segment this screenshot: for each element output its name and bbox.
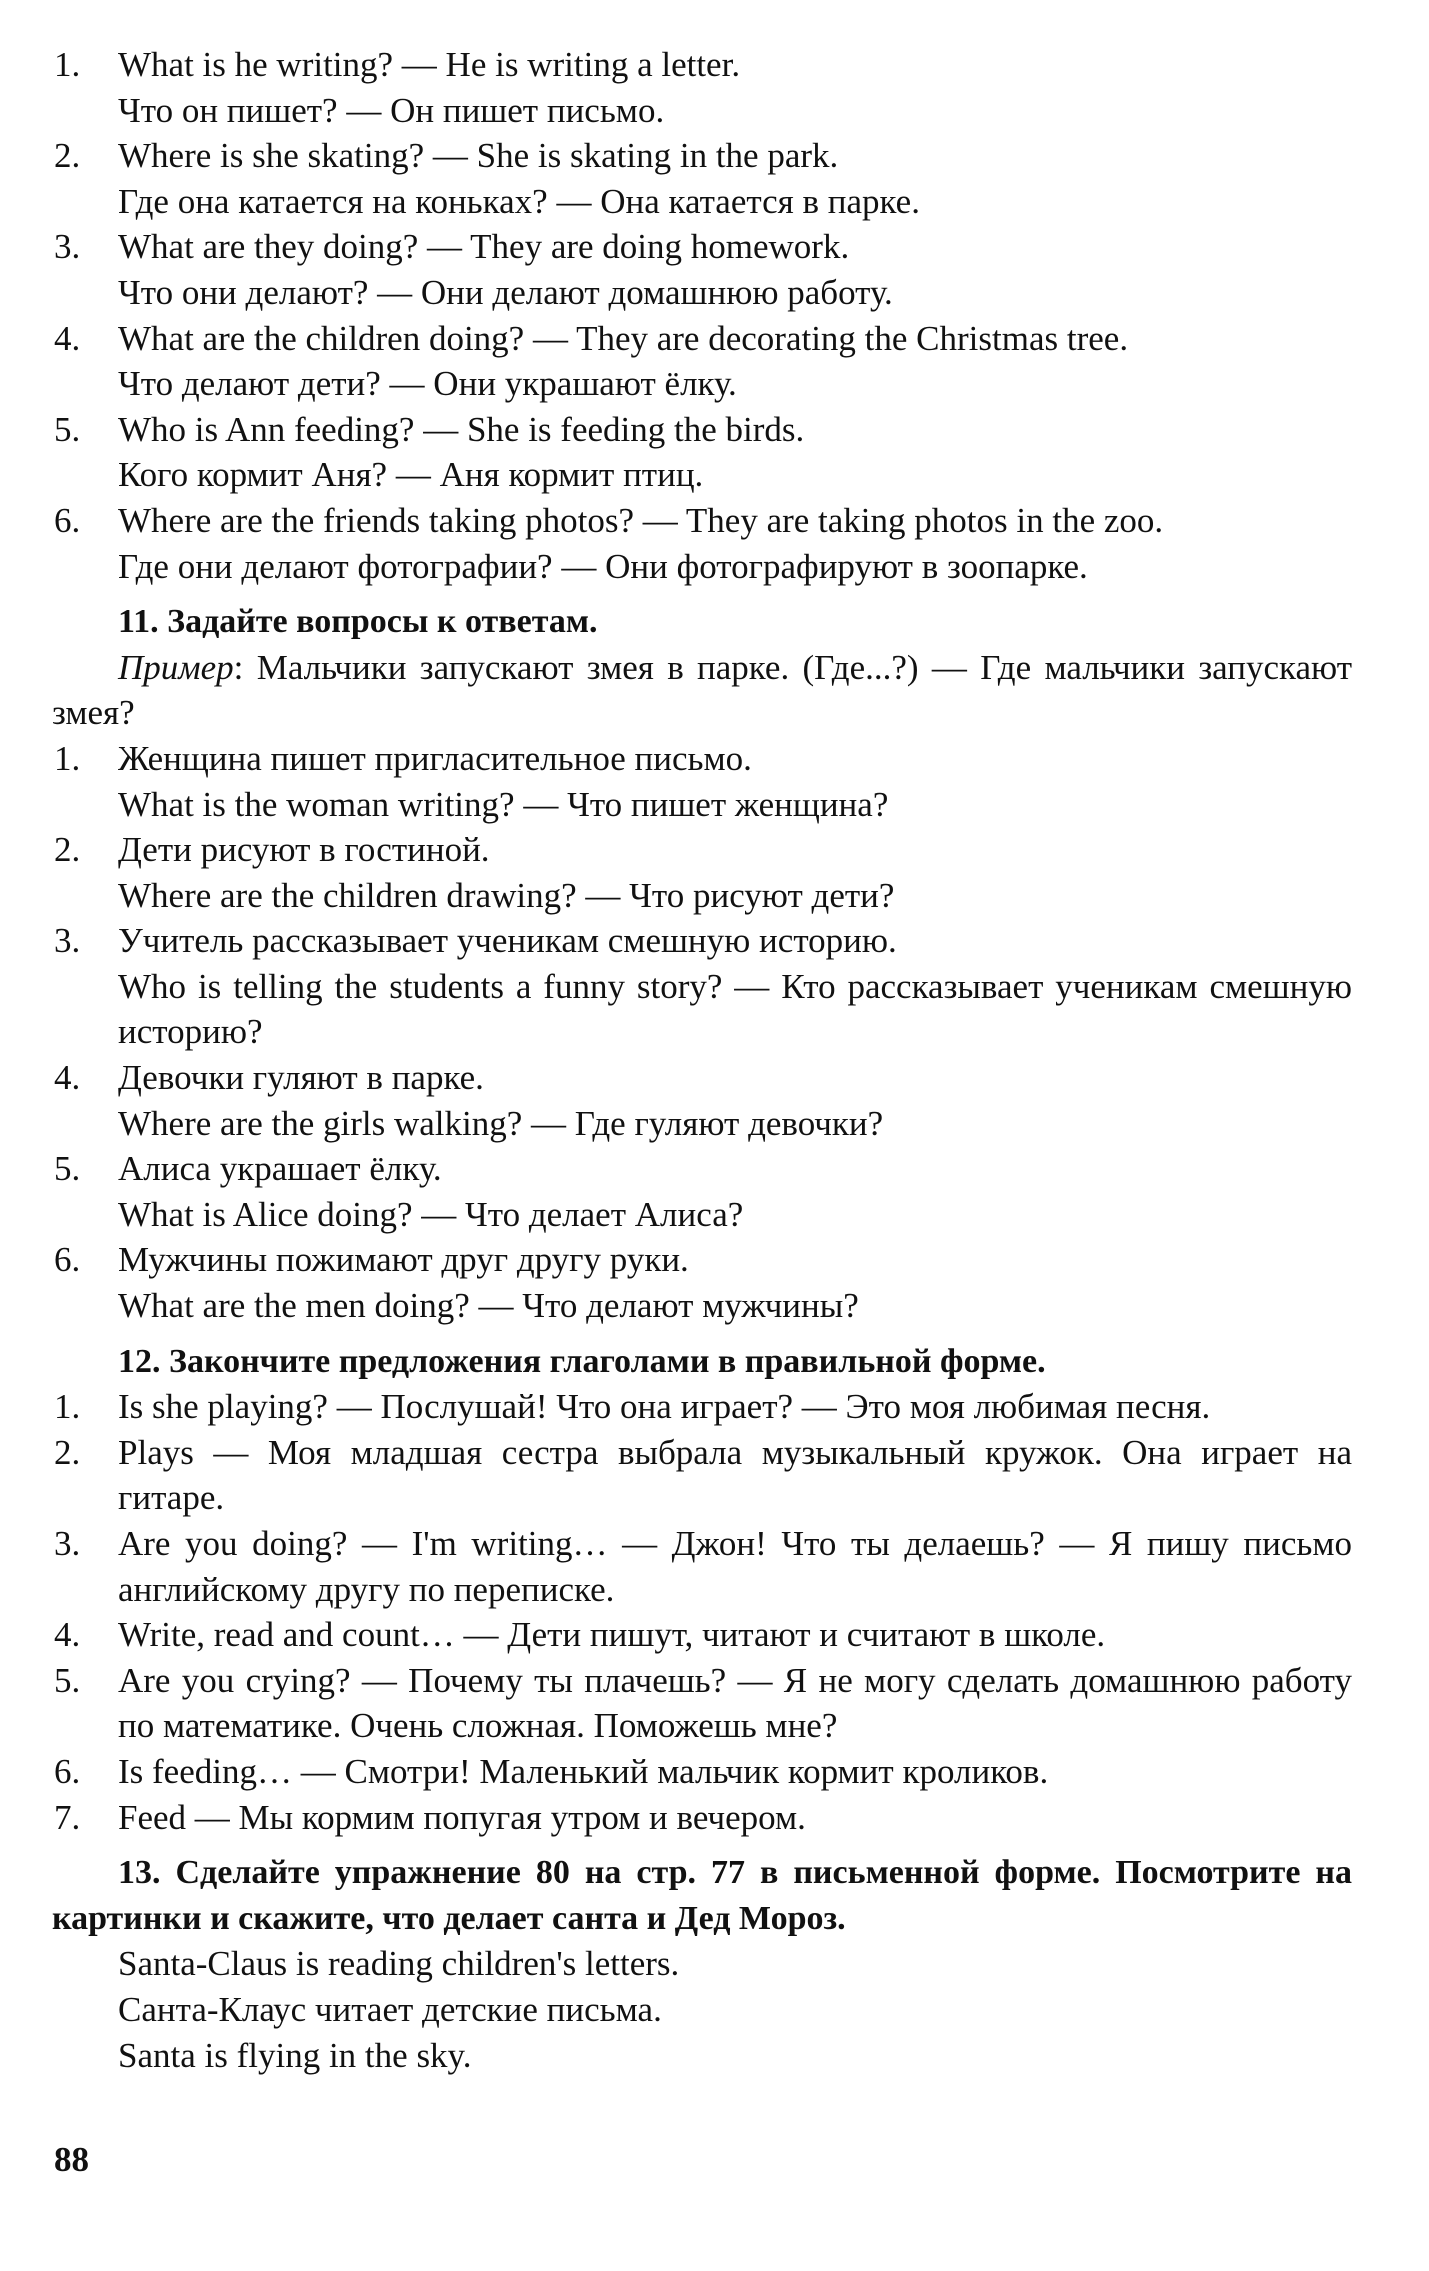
page-content — [52, 42, 1352, 2078]
exercise-11-list — [52, 736, 1352, 1329]
list-item: 6. Мужчины пожимают друг другу руки. What are the men doing? — Что делают мужчины? — [54, 1240, 859, 1326]
exercise-13-lines — [52, 1941, 1352, 2078]
list-item: 4. Write, read and count… — Дети пишут, читают и считают в школе. — [54, 1615, 1106, 1655]
answer-ru: Где она катается на коньках? — Она катается в парке. — [118, 181, 920, 221]
list-item: 7. Feed — Мы кормим попугая утром и вечером. — [54, 1797, 806, 1837]
list-item: 1. Женщина пишет пригласительное письмо. What is the woman writing? — Что пишет женщина? — [54, 738, 889, 824]
exercise-11-heading: 11. Задайте вопросы к ответам. — [118, 603, 598, 641]
exercise-11-example — [52, 645, 1352, 736]
list-item: 5. Алиса украшает ёлку. What is Alice doing? — Что делает Алиса? — [54, 1149, 744, 1234]
list-item: 1. Is she playing? — Послушай! Что она играет? — Это моя любимая песня. — [54, 1387, 1211, 1427]
answer-en: Where are the friends taking photos? — They are taking photos in the zoo. — [118, 500, 1164, 540]
exercise-13-heading: 13. Сделайте упражнение 80 на стр. 77 в письменной форме. Посмотрите на картинки и скажите, что делает санта и Дед Мороз. — [52, 1854, 1352, 1937]
list-item: 4. What are the children doing? — They are decorating the Christmas tree. Что делают дети? — Они украшают ёлку. — [52, 316, 1352, 407]
list-item: 5. Who is Ann feeding? — She is feeding the birds. Кого кормит Аня? — Аня кормит птиц. — [52, 407, 1352, 498]
list-item: 6. Is feeding… — Смотри! Маленький мальчик кормит кроликов. — [54, 1751, 1049, 1791]
exercise-12-heading: 12. Закончите предложения глаголами в правильной форме. — [118, 1342, 1046, 1380]
list-item: 2. Дети рисуют в гостиной. Where are the children drawing? — Что рисуют дети? — [54, 830, 895, 915]
answer-en: What are they doing? — They are doing homework. — [118, 227, 850, 267]
list-item: 6. Where are the friends taking photos? — They are taking photos in the zoo. Где они делают фотографии? — Они фотографируют в зоопарке. — [52, 498, 1352, 589]
answers-list — [52, 42, 1352, 589]
list-item: 3. What are they doing? — They are doing homework. Что они делают? — Они делают домашнюю работу. — [52, 224, 1352, 315]
exercise-12-list — [52, 1384, 1352, 1840]
answer-ru: Что они делают? — Они делают домашнюю работу. — [118, 272, 893, 312]
list-item: 3. Учитель рассказывает ученикам смешную историю. Who is telling the students a funny story? — Кто рассказывает ученикам смешную историю? — [54, 921, 1352, 1052]
page-number: 88 — [54, 2140, 89, 2179]
example-label: Пример — [118, 647, 234, 687]
answer-ru: Что делают дети? — Они украшают ёлку. — [118, 364, 737, 404]
list-item: 1. What is he writing? — He is writing a letter. Что он пишет? — Он пишет письмо. — [52, 42, 1352, 133]
list-item: 4. Девочки гуляют в парке. Where are the girls walking? — Где гуляют девочки? — [54, 1058, 884, 1143]
answer-ru: Что он пишет? — Он пишет письмо. — [118, 90, 665, 130]
answer-ru: Где они делают фотографии? — Они фотографируют в зоопарке. — [118, 546, 1088, 586]
text-line: Santa-Claus is reading children's letters. — [118, 1944, 680, 1984]
text-line: Santa is flying in the sky. — [118, 2035, 472, 2075]
list-item: 5. Are you crying? — Почему ты плачешь? — Я не могу сделать домашнюю работу по математике. Очень сложная. Поможешь мне? — [54, 1660, 1352, 1746]
answer-en: What is he writing? — He is writing a letter. — [118, 45, 741, 84]
answer-ru: Кого кормит Аня? — Аня кормит птиц. — [118, 455, 704, 495]
list-item: 3. Are you doing? — I'm writing… — Джон! Что ты делаешь? — Я пишу письмо английскому другу по переписке. — [54, 1524, 1352, 1609]
example-text: : Мальчики запускают змея в парке. (Где...?) — Где мальчики запускают змея? — [52, 647, 1352, 733]
text-line: Санта-Клаус читает детские письма. — [118, 1989, 662, 2029]
list-item: 2. Plays — Моя младшая сестра выбрала музыкальный кружок. Она играет на гитаре. — [54, 1432, 1352, 1518]
answer-en: Who is Ann feeding? — She is feeding the birds. — [118, 409, 805, 449]
answer-en: Where is she skating? — She is skating in the park. — [118, 136, 839, 176]
answer-en: What are the children doing? — They are decorating the Christmas tree. — [118, 318, 1129, 358]
list-item: 2. Where is she skating? — She is skating in the park. Где она катается на коньках? — Она катается в парке. — [52, 133, 1352, 224]
